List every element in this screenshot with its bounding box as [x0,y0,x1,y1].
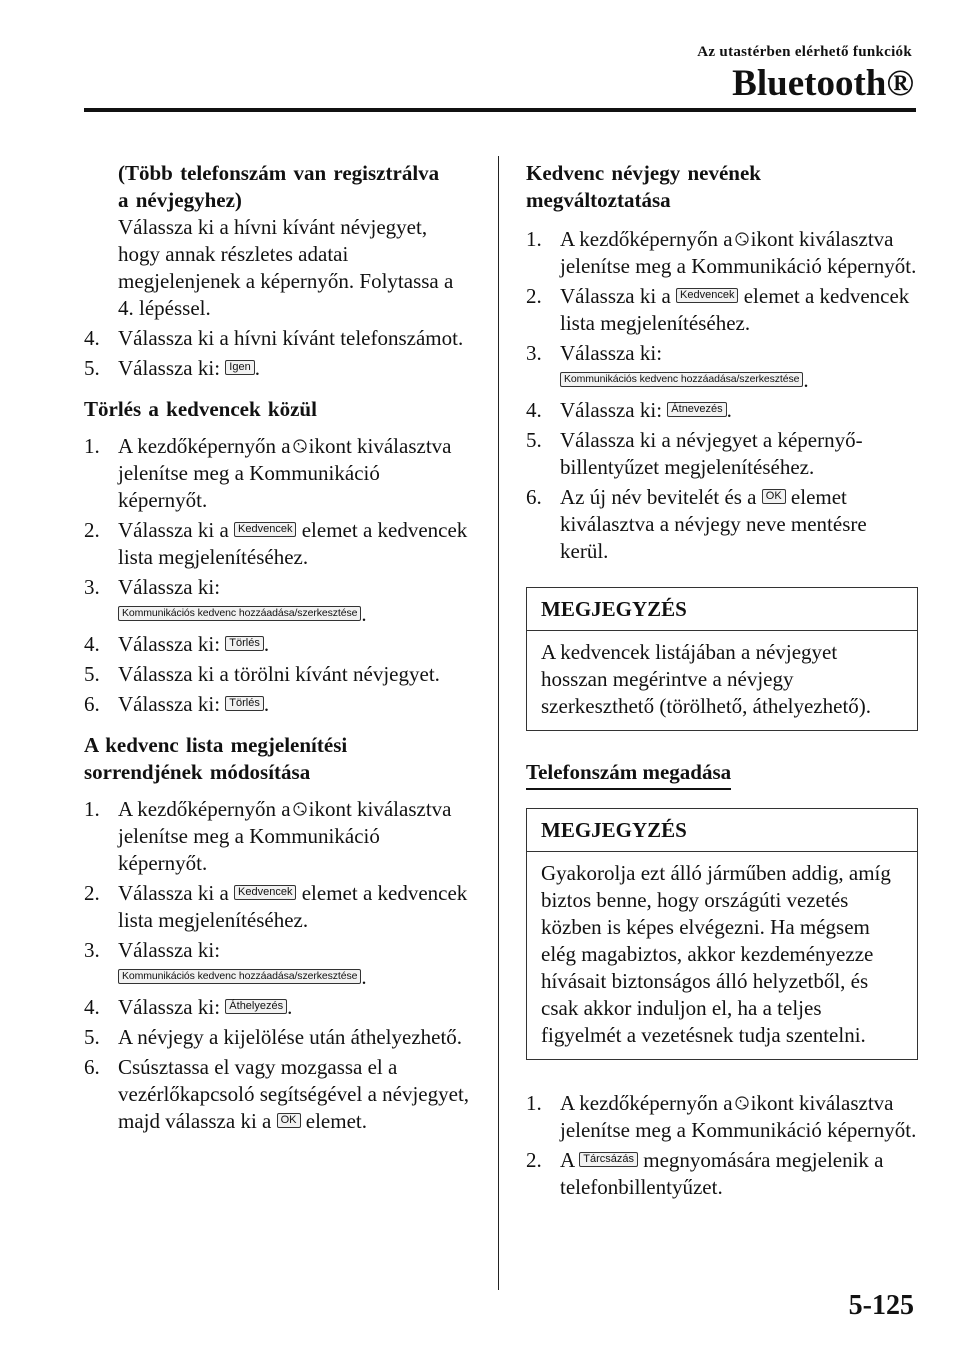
list-item [84,517,470,571]
chapter-title: Bluetooth® [732,63,914,104]
step-text: A névjegy a kijelölése után áthelyezhető. [118,1025,463,1049]
step-number: 3. [84,938,100,962]
step-number: 4. [84,326,100,350]
step-number: 4. [84,632,100,656]
rename-heading-line-1: Kedvenc névjegy nevének [526,161,761,185]
ok-button: OK [762,489,786,504]
step-text-after: . [361,965,367,989]
list-item [84,631,470,658]
note-title: MEGJEGYZÉS [527,809,917,852]
step-number: 5. [84,1025,100,1049]
step-text-after: ikont kiválasztva jelenítse meg a Kommunikáció képernyőt. [118,797,452,875]
note-body: Gyakorolja ezt álló járműben addig, amíg biztos benne, hogy országúti vezetés közben is képes elvégezni. Ha mégsem elég magabiztos, akkor kezdeményezze hívásait biztonságos álló helyzetből, és csak akkor induljon el, ha a teljes figyelmét a vezetésnek tudja szentelni. [541,861,891,1047]
step-number: 6. [84,692,100,716]
add-edit-favorite-button: Kommunikációs kedvenc hozzáadása/szerkesztése [560,372,803,387]
list-item [526,340,918,394]
note-title: MEGJEGYZÉS [527,588,917,631]
step-number: 5. [526,428,542,452]
ok-button: OK [277,1113,301,1128]
phone-icon [293,438,307,454]
list-item [526,283,918,337]
step-text: Válassza ki a [118,881,235,905]
step-text: Az új név bevitelét és a [560,485,762,509]
step-text-after: . [287,995,293,1019]
order-heading-line-1: A kedvenc lista megjelenítési [84,733,348,757]
rename-heading-line-2: megváltoztatása [526,188,671,212]
note-box [526,587,918,731]
step-text-after: elemet a kedvencek lista megjelenítéséhez. [560,284,910,335]
column-divider [498,156,499,1290]
phone-icon [293,801,307,817]
step-text: Válassza ki: [560,341,663,365]
add-edit-favorite-button: Kommunikációs kedvenc hozzáadása/szerkesztése [118,606,361,621]
intro-text: Válassza ki a hívni kívánt névjegyet, hogy annak részletes adatai megjelenjenek a képernyőn. Folytassa a 4. lépéssel. [118,215,454,320]
header-rule [84,108,916,112]
step-text: Válassza ki a hívni kívánt telefonszámot. [118,326,464,350]
list-item [526,427,918,481]
step-text: Válassza ki: [118,995,226,1019]
list-item [84,574,470,628]
step-text: A kezdőképernyőn a [560,1091,733,1115]
step-number: 1. [526,227,542,251]
yes-button: Igen [225,360,254,375]
step-number: 4. [84,995,100,1019]
step-text: Válassza ki: [118,356,226,380]
step-text: A [560,1148,580,1172]
step-text: Válassza ki: [118,938,221,962]
step-text-after: elemet a kedvencek lista megjelenítéséhez. [118,518,468,569]
step-text-after: . [361,602,367,626]
page-number: 5-125 [848,1290,914,1321]
list-item [84,1024,470,1051]
step-text: Válassza ki: [118,632,226,656]
rename-button: Átnevezés [667,402,726,417]
step-text-after: . [803,368,809,392]
list-item [84,355,470,382]
step-text-after: megnyomására megjelenik a telefonbillentyűzet. [560,1148,884,1199]
step-text: Csúsztassa el vagy mozgassa el a vezérlőkapcsoló segítségével a névjegyet, majd válassza ki a [118,1055,470,1133]
step-number: 2. [84,881,100,905]
favorites-button: Kedvencek [676,288,738,303]
list-item [84,325,470,352]
step-text-after: elemet a kedvencek lista megjelenítéséhez. [118,881,468,932]
right-column [526,160,918,1201]
step-text-after: . [726,398,732,422]
step-number: 5. [84,662,100,686]
step-number: 4. [526,398,542,422]
step-text-after: elemet. [300,1109,367,1133]
delete-button: Törlés [225,636,264,651]
list-item [84,994,470,1021]
step-text: Válassza ki a névjegyet a képernyő-billentyűzet megjelenítéséhez. [560,428,863,479]
step-number: 1. [84,797,100,821]
step-text-after: ikont kiválasztva jelenítse meg a Kommunikáció képernyőt. [118,434,452,512]
order-heading-line-2: sorrendjének módosítása [84,760,311,784]
step-text-after: ikont kiválasztva jelenítse meg a Kommunikáció képernyőt. [560,227,917,278]
move-button: Áthelyezés [225,999,287,1014]
step-number: 5. [84,356,100,380]
delete-button: Törlés [225,696,264,711]
phone-icon [735,231,749,247]
list-item [84,433,470,514]
step-number: 6. [526,485,542,509]
step-text: Válassza ki: [118,575,221,599]
list-item [84,937,470,991]
step-text: Válassza ki a [560,284,677,308]
step-text: Válassza ki a [118,518,235,542]
step-text-after: elemet kiválasztva a névjegy neve mentésre kerül. [560,485,867,563]
step-text: A kezdőképernyőn a [118,797,291,821]
list-item [526,1090,918,1144]
favorites-button: Kedvencek [234,522,296,537]
step-number: 3. [84,575,100,599]
step-number: 1. [526,1091,542,1115]
intro-heading-line-2: a névjegyhez) [118,188,242,212]
left-column [84,160,470,1135]
step-number: 1. [84,434,100,458]
favorites-button: Kedvencek [234,885,296,900]
step-text-after: . [263,632,270,656]
step-text: Válassza ki: [560,398,668,422]
phone-icon [735,1095,749,1111]
list-item [526,1147,918,1201]
note-box [526,808,918,1060]
list-item [526,397,918,424]
step-number: 6. [84,1055,100,1079]
chapter-subtitle: Az utastérben elérhető funkciók [697,44,912,60]
step-text: Válassza ki: [118,692,226,716]
dial-button: Tárcsázás [579,1152,638,1167]
list-item [84,691,470,718]
step-text: Válassza ki a törölni kívánt névjegyet. [118,662,440,686]
step-text: A kezdőképernyőn a [118,434,291,458]
list-item [526,226,918,280]
step-text-after: ikont kiválasztva jelenítse meg a Kommunikáció képernyőt. [560,1091,917,1142]
step-number: 2. [526,284,542,308]
list-item [84,880,470,934]
list-item [84,796,470,877]
delete-heading: Törlés a kedvencek közül [84,397,317,421]
dial-heading: Telefonszám megadása [526,759,731,790]
step-number: 2. [84,518,100,542]
step-text-after: . [254,356,260,380]
list-item [84,1054,470,1135]
intro-heading-line-1: (Több telefonszám van regisztrálva [118,161,440,185]
list-item [84,661,470,688]
note-body: A kedvencek listájában a névjegyet hosszan megérintve a névjegy szerkeszthető (törölhető, áthelyezhető). [541,640,872,718]
step-text-after: . [263,692,270,716]
step-text: A kezdőképernyőn a [560,227,733,251]
list-item [526,484,918,565]
step-number: 3. [526,341,542,365]
add-edit-favorite-button: Kommunikációs kedvenc hozzáadása/szerkesztése [118,969,361,984]
step-number: 2. [526,1148,542,1172]
